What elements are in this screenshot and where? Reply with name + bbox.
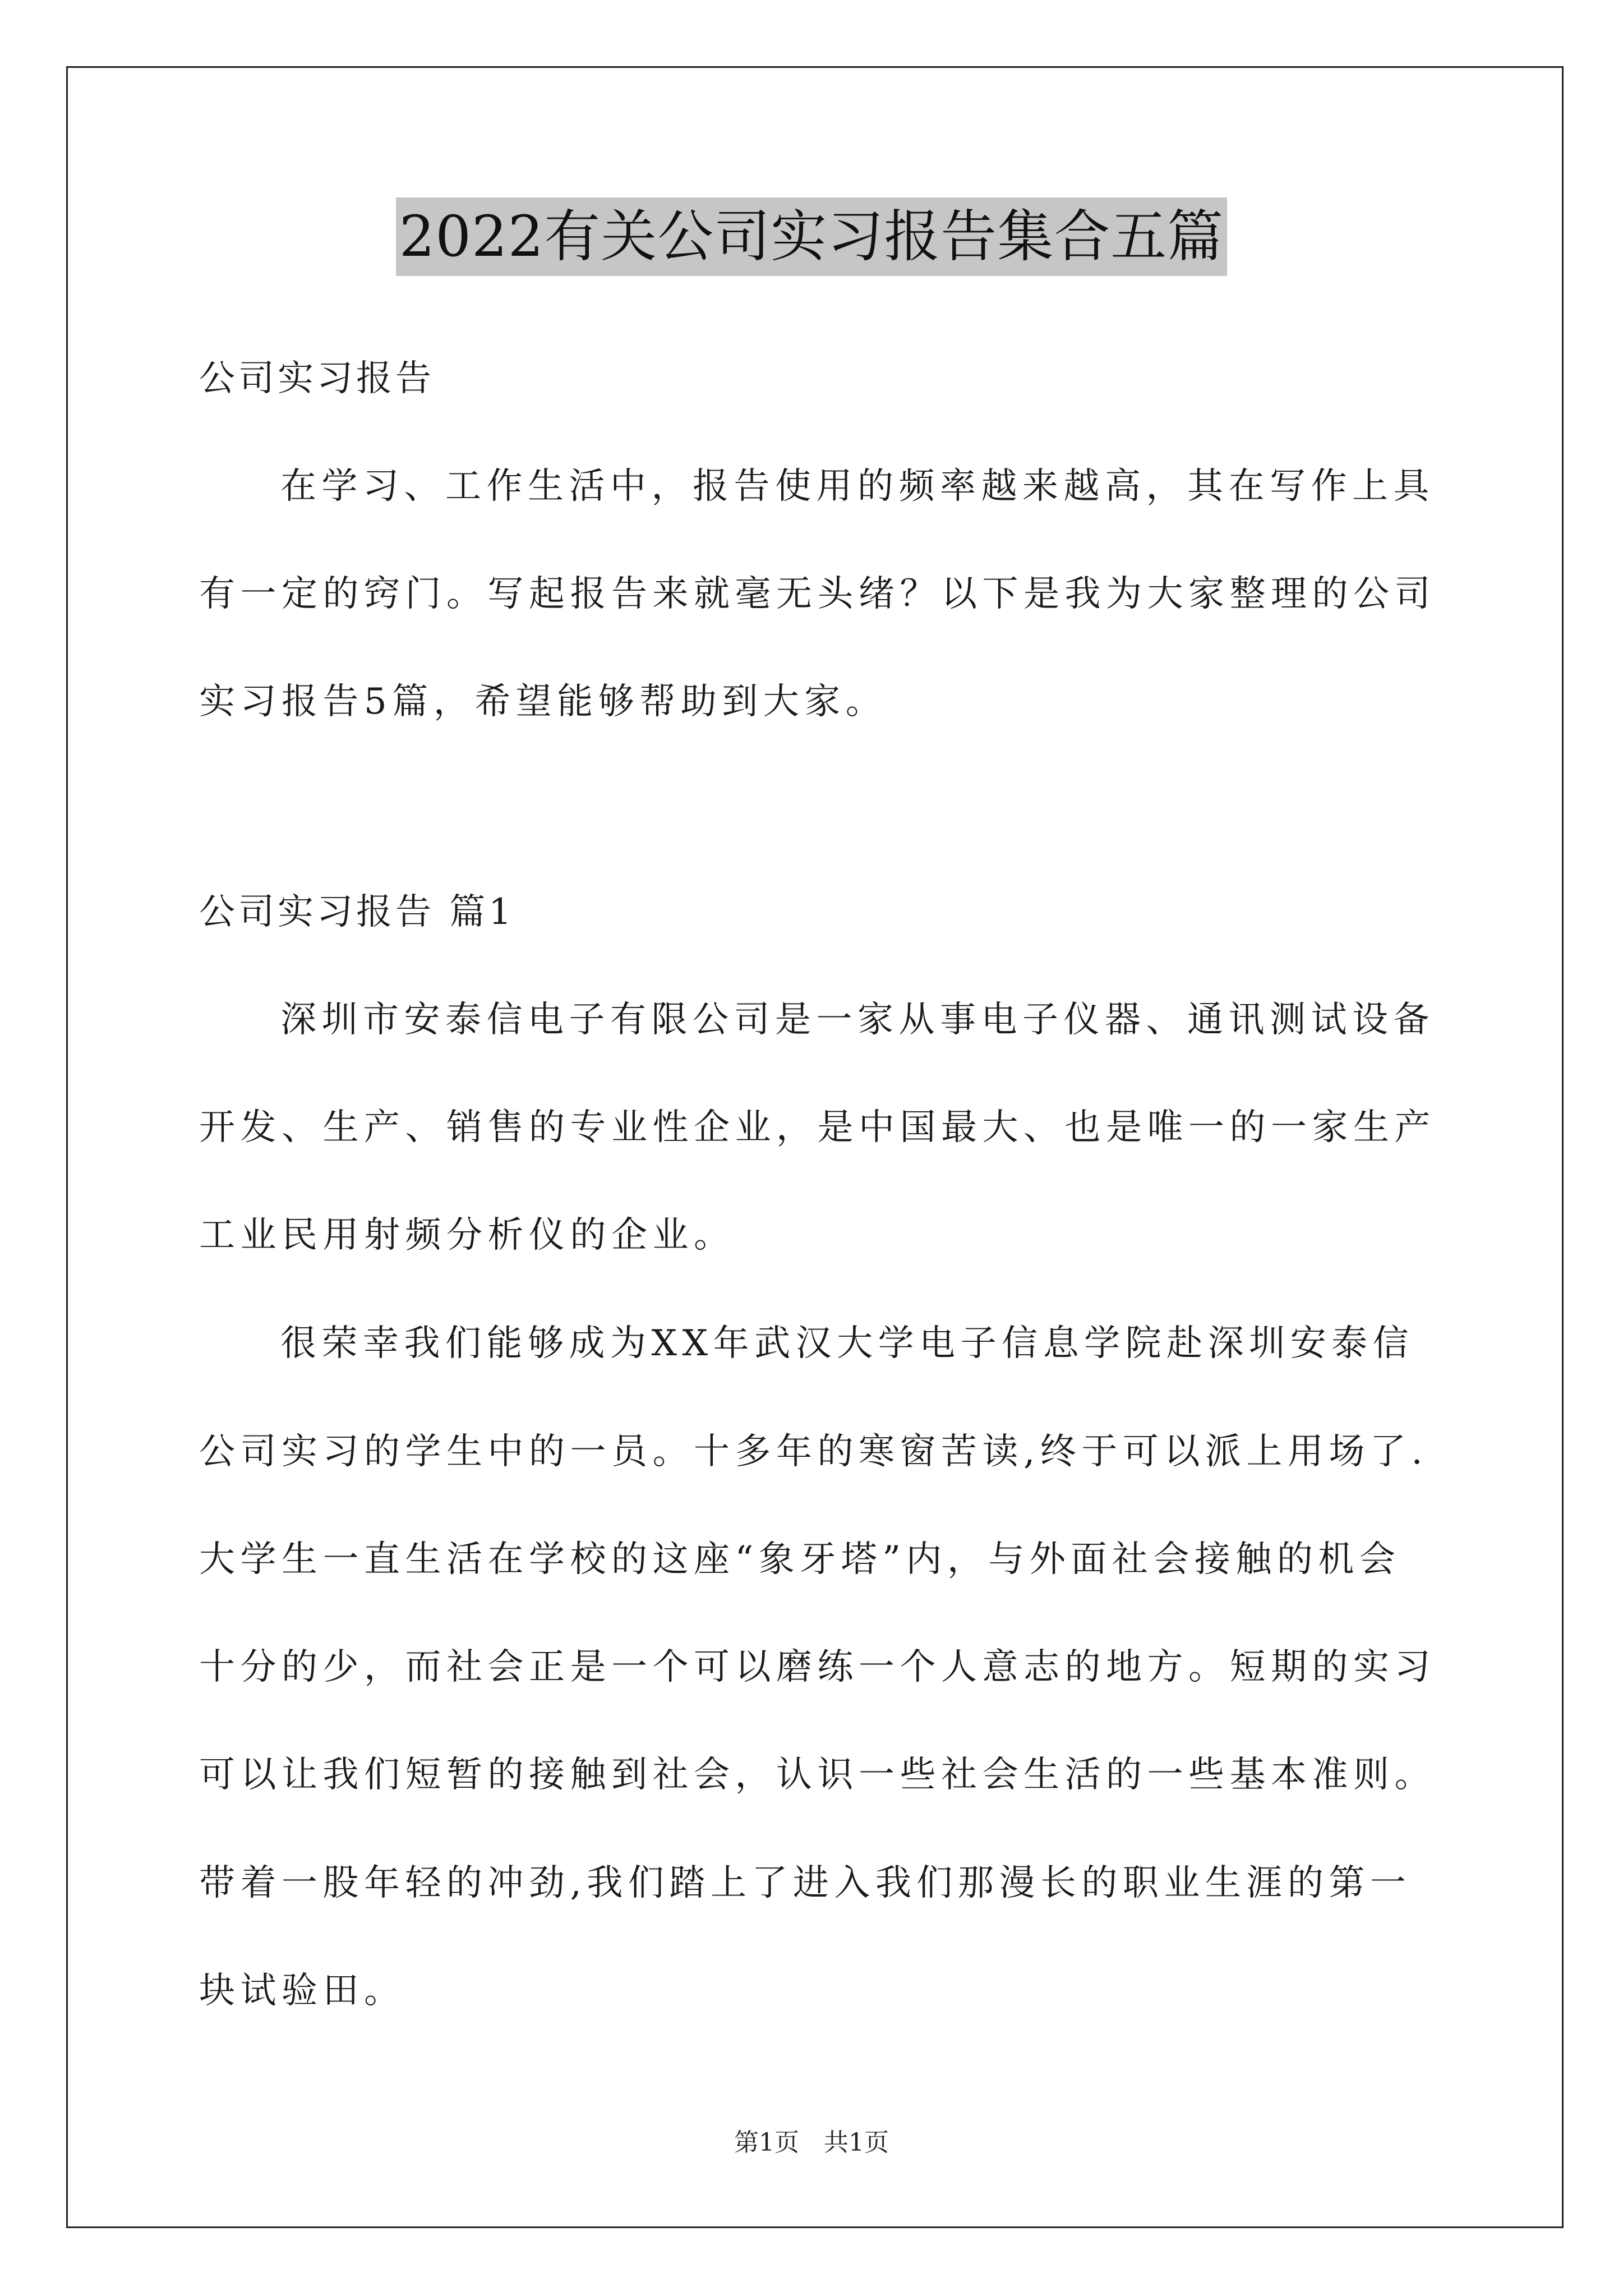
page-number: 第1页 共1页	[734, 2128, 889, 2157]
title-container	[0, 197, 1623, 276]
intro-line: 在学习、工作生活中，报告使用的频率越来越高，其在写作上具	[280, 466, 1435, 507]
paragraph2-line: 带着一股年轻的冲劲,我们踏上了进入我们那漫长的职业生涯的第一	[199, 1862, 1412, 1904]
paragraph2-line: 块试验田。	[199, 1970, 405, 2012]
intro-line: 有一定的窍门。写起报告来就毫无头绪？以下是我为大家整理的公司	[199, 573, 1436, 615]
paragraph2-line: 十分的少，而社会正是一个可以磨练一个人意志的地方。短期的实习	[199, 1646, 1436, 1688]
section-heading: 公司实习报告 篇1	[199, 891, 515, 933]
intro-line: 实习报告5篇，希望能够帮助到大家。	[199, 681, 887, 723]
paragraph1-line: 开发、生产、销售的专业性企业，是中国最大、也是唯一的一家生产	[199, 1107, 1436, 1148]
paragraph1-line: 工业民用射频分析仪的企业。	[199, 1214, 735, 1256]
paragraph2-line: 很荣幸我们能够成为XX年武汉大学电子信息学院赴深圳安泰信	[280, 1323, 1414, 1364]
document-title: 2022有关公司实习报告集合五篇	[396, 197, 1228, 276]
paragraph2-line: 公司实习的学生中的一员。十多年的寒窗苦读,终于可以派上用场了.	[199, 1431, 1428, 1473]
paragraph2-line: 可以让我们短暂的接触到社会，认识一些社会生活的一些基本准则。	[199, 1754, 1436, 1796]
paragraph2-line: 大学生一直生活在学校的这座“象牙塔”内，与外面社会接触的机会	[199, 1539, 1401, 1580]
paragraph1-line: 深圳市安泰信电子有限公司是一家从事电子仪器、通讯测试设备	[280, 999, 1435, 1041]
intro-heading: 公司实习报告	[199, 358, 435, 399]
